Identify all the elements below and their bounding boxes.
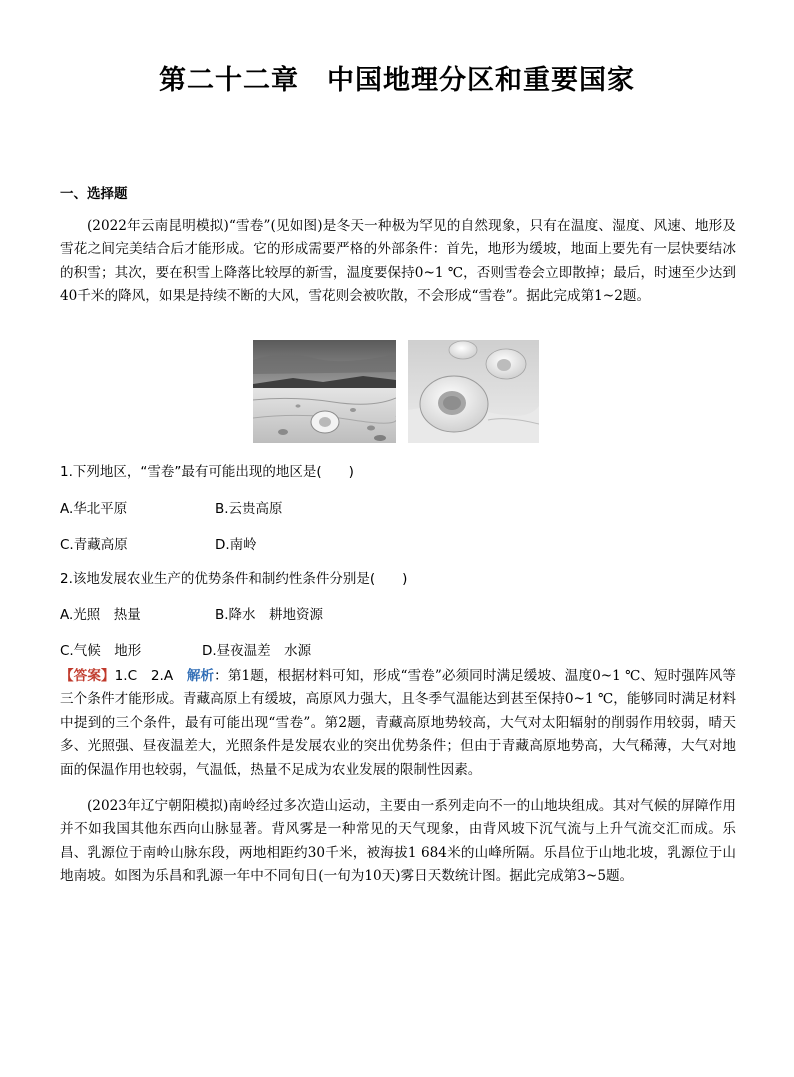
question-2-stem: 2.该地发展农业生产的优势条件和制约性条件分别是( ) [60, 571, 408, 587]
question-1-option-d[interactable]: D.南岭 [215, 537, 257, 553]
question-1-option-b[interactable]: B.云贵高原 [215, 501, 283, 517]
answer-explanation [60, 665, 736, 782]
question-2-option-d[interactable]: D.昼夜温差 水源 [202, 643, 312, 659]
question-1-option-a[interactable]: A.华北平原 [60, 501, 128, 517]
section-heading: 一、选择题 [60, 186, 128, 202]
question-2-option-a[interactable]: A.光照 热量 [60, 607, 141, 623]
answer-codes: 1.C 2.A [114, 668, 187, 684]
chapter-title: 第二十二章 中国地理分区和重要国家 [159, 65, 635, 96]
explanation-text: ：第1题，根据材料可知，形成“雪卷”必须同时满足缓坡、温度0~1 ℃、短时强阵风等三个条件才能形成。青藏高原上有缓坡，高原风力强大，且冬季气温能达到甚至保持0~1 ℃，能够同时满足材料中提到的三个条件，最有可能出现“雪卷”。第2题，青藏高原地势较高，大气对太阳辐射的削弱作用较弱，晴天多、光照强、昼夜温差大，光照条件是发展农业的突出优势条件；但由于青藏高原地势高，大气稀薄，大气对地面的保温作用也较弱，气温低，热量不足成为农业发展的限制性因素。 [60, 668, 737, 778]
passage-intro-2: (2023年辽宁朝阳模拟)南岭经过多次造山运动，主要由一系列走向不一的山地块组成。其对气候的屏障作用并不如我国其他东西向山脉显著。背风雾是一种常见的天气现象，由背风坡下沉气流与上升气流交汇而成。乐昌、乳源位于南岭山脉东段，两地相距约30千米，被海拔1 684米的山峰所隔。乐昌位于山地北坡，乳源位于山地南坡。如图为乐昌和乳源一年中不同旬日(一旬为10天)雾日天数统计图。据此完成第3~5题。 [60, 798, 736, 885]
question-2-option-c[interactable]: C.气候 地形 [60, 643, 142, 659]
snow-roller-photo-field [253, 340, 396, 443]
question-1-stem: 1.下列地区，“雪卷”最有可能出现的地区是( ) [60, 464, 354, 480]
question-1-option-c[interactable]: C.青藏高原 [60, 537, 128, 553]
answer-tag: 【答案】 [60, 668, 115, 684]
snow-roller-photo-closeup [408, 340, 539, 443]
explanation-label: 解析 [186, 668, 215, 684]
question-2-option-b[interactable]: B.降水 耕地资源 [215, 607, 324, 623]
passage-intro-1: (2022年云南昆明模拟)“雪卷”(见如图)是冬天一种极为罕见的自然现象，只有在温度、湿度、风速、地形及雪花之间完美结合后才能形成。它的形成需要严格的外部条件：首先，地形为缓坡，地面上要先有一层快要结冰的积雪；其次，要在积雪上降落比较厚的新雪，温度要保持0~1 ℃，否则雪卷会立即散掉；最后，时速至少达到40千米的降风，如果是持续不断的大风，雪花则会被吹散，不会形成“雪卷”。据此完成第1~2题。 [60, 218, 736, 305]
